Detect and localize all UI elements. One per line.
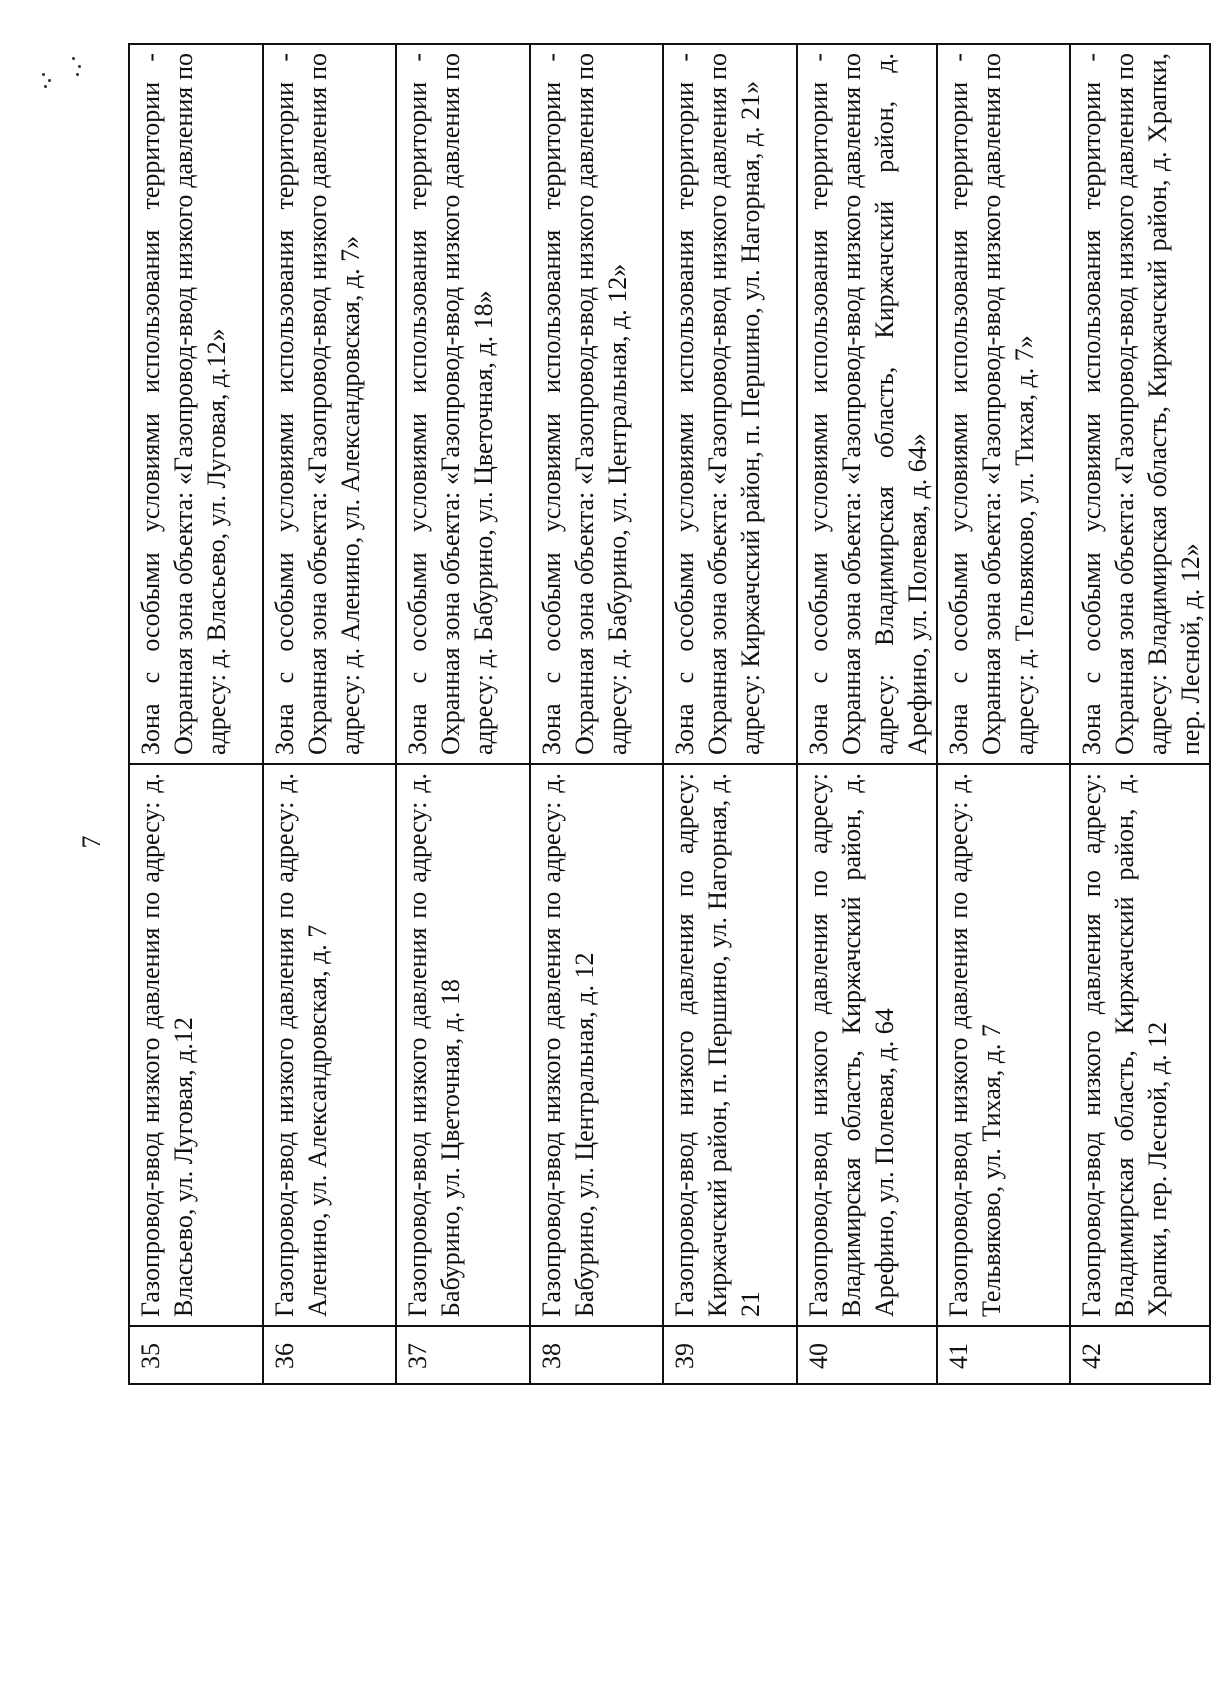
row-number: 35 [129,1326,263,1384]
row-number: 41 [937,1326,1071,1384]
table-row [663,44,797,1384]
object-name-cell: Газопровод-ввод низкого давления по адресу: д. Бабурино, ул. Центральная, д. 12 [530,764,664,1326]
table-container [128,45,1205,1385]
row-number: 40 [797,1326,937,1384]
table-row [129,44,263,1384]
object-name-cell: Газопровод-ввод низкого давления по адресу: д. Власьево, ул. Луговая, д.12 [129,764,263,1326]
zone-description-cell: Зона с особыми условиями использования территории - Охранная зона объекта: «Газопровод-ввод низкого давления по адресу: Владимирская область, Киржачский район, д. Храпки, пер. Лесной, д. 12» [1070,44,1210,764]
table-row [1070,44,1210,1384]
zone-description-cell: Зона с особыми условиями использования территории - Охранная зона объекта: «Газопровод-ввод низкого давления по адресу: д. Тельвяково, ул. Тихая, д. 7» [937,44,1071,764]
object-name-cell: Газопровод-ввод низкого давления по адресу: д. Бабурино, ул. Цветочная, д. 18 [396,764,530,1326]
scan-speckles [40,55,110,95]
zone-description-cell: Зона с особыми условиями использования территории - Охранная зона объекта: «Газопровод-ввод низкого давления по адресу: д. Аленино, ул. Александровская, д. 7» [263,44,397,764]
row-number: 36 [263,1326,397,1384]
object-name-cell: Газопровод-ввод низкого давления по адресу: Владимирская область, Киржачский район, д. Храпки, пер. Лесной, д. 12 [1070,764,1210,1326]
page-number: 7 [77,835,106,849]
zone-description-cell: Зона с особыми условиями использования территории - Охранная зона объекта: «Газопровод-ввод низкого давления по адресу: Киржачский район, п. Першино, ул. Нагорная, д. 21» [663,44,797,764]
zone-description-cell: Зона с особыми условиями использования территории - Охранная зона объекта: «Газопровод-ввод низкого давления по адресу: д. Власьево, ул. Луговая, д.12» [129,44,263,764]
table-row [797,44,937,1384]
table-row [396,44,530,1384]
row-number: 39 [663,1326,797,1384]
zone-description-cell: Зона с особыми условиями использования территории - Охранная зона объекта: «Газопровод-ввод низкого давления по адресу: д. Бабурино, ул. Цветочная, д. 18» [396,44,530,764]
row-number: 37 [396,1326,530,1384]
object-name-cell: Газопровод-ввод низкого давления по адресу: д. Аленино, ул. Александровская, д. 7 [263,764,397,1326]
object-name-cell: Газопровод-ввод низкого давления по адресу: Владимирская область, Киржачский район, д. Арефино, ул. Полевая, д. 64 [797,764,937,1326]
table-row [530,44,664,1384]
row-number: 38 [530,1326,664,1384]
object-name-cell: Газопровод-ввод низкого давления по адресу: д. Тельвяково, ул. Тихая, д. 7 [937,764,1071,1326]
zone-description-cell: Зона с особыми условиями использования территории - Охранная зона объекта: «Газопровод-ввод низкого давления по адресу: Владимирская область, Киржачский район, д. Арефино, ул. Полевая, д. 64» [797,44,937,764]
table-row [263,44,397,1384]
object-name-cell: Газопровод-ввод низкого давления по адресу: Киржачский район, п. Першино, ул. Нагорная, д. 21 [663,764,797,1326]
row-number: 42 [1070,1326,1210,1384]
zone-description-cell: Зона с особыми условиями использования территории - Охранная зона объекта: «Газопровод-ввод низкого давления по адресу: д. Бабурино, ул. Центральная, д. 12» [530,44,664,764]
protection-zones-table [128,43,1211,1385]
table-row [937,44,1071,1384]
